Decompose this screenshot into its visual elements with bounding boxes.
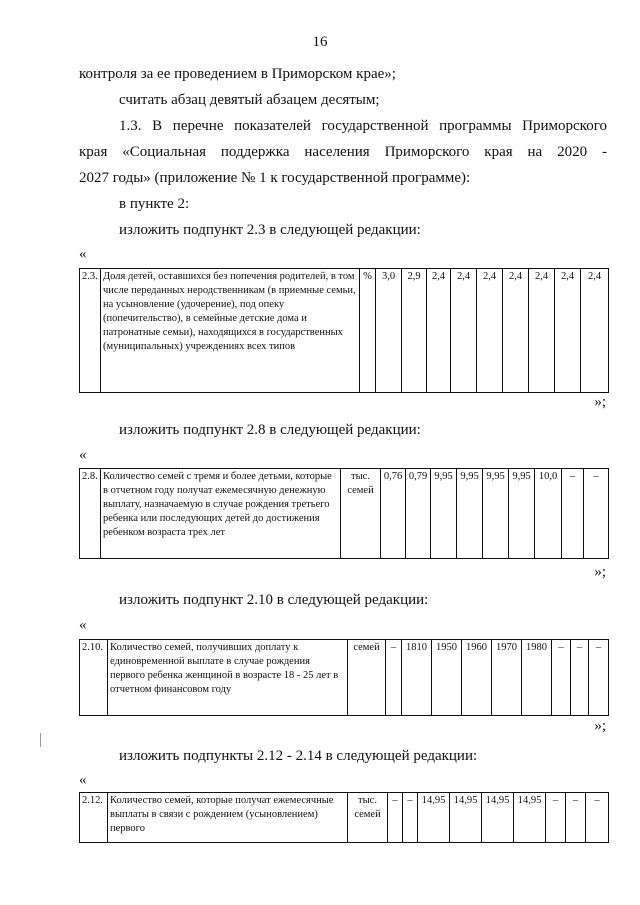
value-cell: 2,4	[581, 269, 609, 393]
value-cell: 2,4	[529, 269, 555, 393]
paragraph-1-3-line1: 1.3. В перечне показателей государственной программы Приморского	[119, 118, 607, 134]
indicator-name: Количество семей с тремя и более детьми, которые в отчетном году получат ежемесячную денежную выплату, назначаемую в случае рождения третьего ребенка или последующих детей до достижения ребенком возраста трех лет	[101, 469, 341, 559]
indicator-table-2-12	[79, 792, 609, 843]
value-cell: –	[386, 640, 402, 716]
quote-close-1: »;	[594, 394, 606, 410]
paragraph-subpoint-2-8: изложить подпункт 2.8 в следующей редакции:	[119, 422, 421, 438]
unit-cell: семей	[348, 640, 386, 716]
value-cell: 14,95	[418, 793, 450, 843]
value-cell: –	[566, 793, 586, 843]
value-cell: 10,0	[535, 469, 562, 559]
value-cell: 2,4	[451, 269, 477, 393]
value-cell: 1950	[432, 640, 462, 716]
quote-open-4: «	[79, 772, 87, 788]
table-row	[80, 269, 609, 393]
value-cell: 14,95	[450, 793, 482, 843]
value-cell: 2,4	[503, 269, 529, 393]
indicator-table-2-3	[79, 268, 609, 393]
indicator-table-2-8	[79, 468, 609, 559]
value-cell: 9,95	[483, 469, 509, 559]
value-cell: 0,76	[381, 469, 406, 559]
quote-open-2: «	[79, 447, 87, 463]
value-cell: –	[589, 640, 609, 716]
quote-open-1: «	[79, 246, 87, 262]
unit-cell: тыс. семей	[348, 793, 388, 843]
row-number: 2.3.	[80, 269, 101, 393]
value-cell: –	[546, 793, 566, 843]
quote-open-3: «	[79, 617, 87, 633]
table-row	[80, 469, 609, 559]
paragraph-1-3-line2: края «Социальная поддержка населения Приморского края на 2020 -	[79, 144, 607, 160]
value-cell: 0,79	[406, 469, 431, 559]
table-row	[80, 640, 609, 716]
indicator-name: Количество семей, получивших доплату к единовременной выплате в случае рождения первого ребенка женщиной в возрасте 18 - 25 лет в отчетном финансовом году	[108, 640, 348, 716]
scan-artifact	[40, 733, 41, 747]
paragraph-subpoint-2-10: изложить подпункт 2.10 в следующей редакции:	[119, 592, 429, 608]
value-cell: 9,95	[457, 469, 483, 559]
value-cell: 2,9	[402, 269, 427, 393]
page-number: 16	[312, 34, 328, 50]
paragraph-subpoints-2-12-2-14: изложить подпункты 2.12 - 2.14 в следующей редакции:	[119, 748, 478, 764]
value-cell: 9,95	[509, 469, 535, 559]
value-cell: 9,95	[431, 469, 457, 559]
value-cell: 1960	[462, 640, 492, 716]
indicator-name: Количество семей, которые получат ежемесячные выплаты в связи с рождением (усыновлением) первого	[108, 793, 348, 843]
value-cell: –	[552, 640, 571, 716]
table-row	[80, 793, 609, 843]
value-cell: 14,95	[482, 793, 514, 843]
row-number: 2.8.	[80, 469, 101, 559]
value-cell: –	[571, 640, 589, 716]
value-cell: –	[388, 793, 403, 843]
row-number: 2.12.	[80, 793, 108, 843]
paragraph-point-2: в пункте 2:	[119, 196, 190, 212]
value-cell: 3,0	[376, 269, 402, 393]
value-cell: –	[562, 469, 584, 559]
value-cell: 1970	[492, 640, 522, 716]
value-cell: –	[584, 469, 609, 559]
row-number: 2.10.	[80, 640, 108, 716]
paragraph-1-3-line3: 2027 годы» (приложение № 1 к государственной программе):	[79, 170, 471, 186]
value-cell: 14,95	[514, 793, 546, 843]
value-cell: 1980	[522, 640, 552, 716]
value-cell: –	[403, 793, 418, 843]
value-cell: 2,4	[477, 269, 503, 393]
indicator-name: Доля детей, оставшихся без попечения родителей, в том числе переданных неродственникам (в приемные семьи, на усыновление (удочерение), под опеку (попечительство), в семейные детские дома и патронатные семьи), находящихся в государственных (муниципальных) учреждениях всех типов	[101, 269, 360, 393]
indicator-table-2-10	[79, 639, 609, 716]
value-cell: –	[586, 793, 609, 843]
paragraph-renumber: считать абзац девятый абзацем десятым;	[119, 92, 380, 108]
value-cell: 2,4	[427, 269, 451, 393]
unit-cell: тыс. семей	[341, 469, 381, 559]
paragraph-continuation: контроля за ее проведением в Приморском крае»;	[79, 66, 396, 82]
quote-close-2: »;	[594, 564, 606, 580]
unit-cell: %	[360, 269, 376, 393]
paragraph-subpoint-2-3: изложить подпункт 2.3 в следующей редакции:	[119, 222, 421, 238]
value-cell: 1810	[402, 640, 432, 716]
quote-close-3: »;	[594, 718, 606, 734]
value-cell: 2,4	[555, 269, 581, 393]
